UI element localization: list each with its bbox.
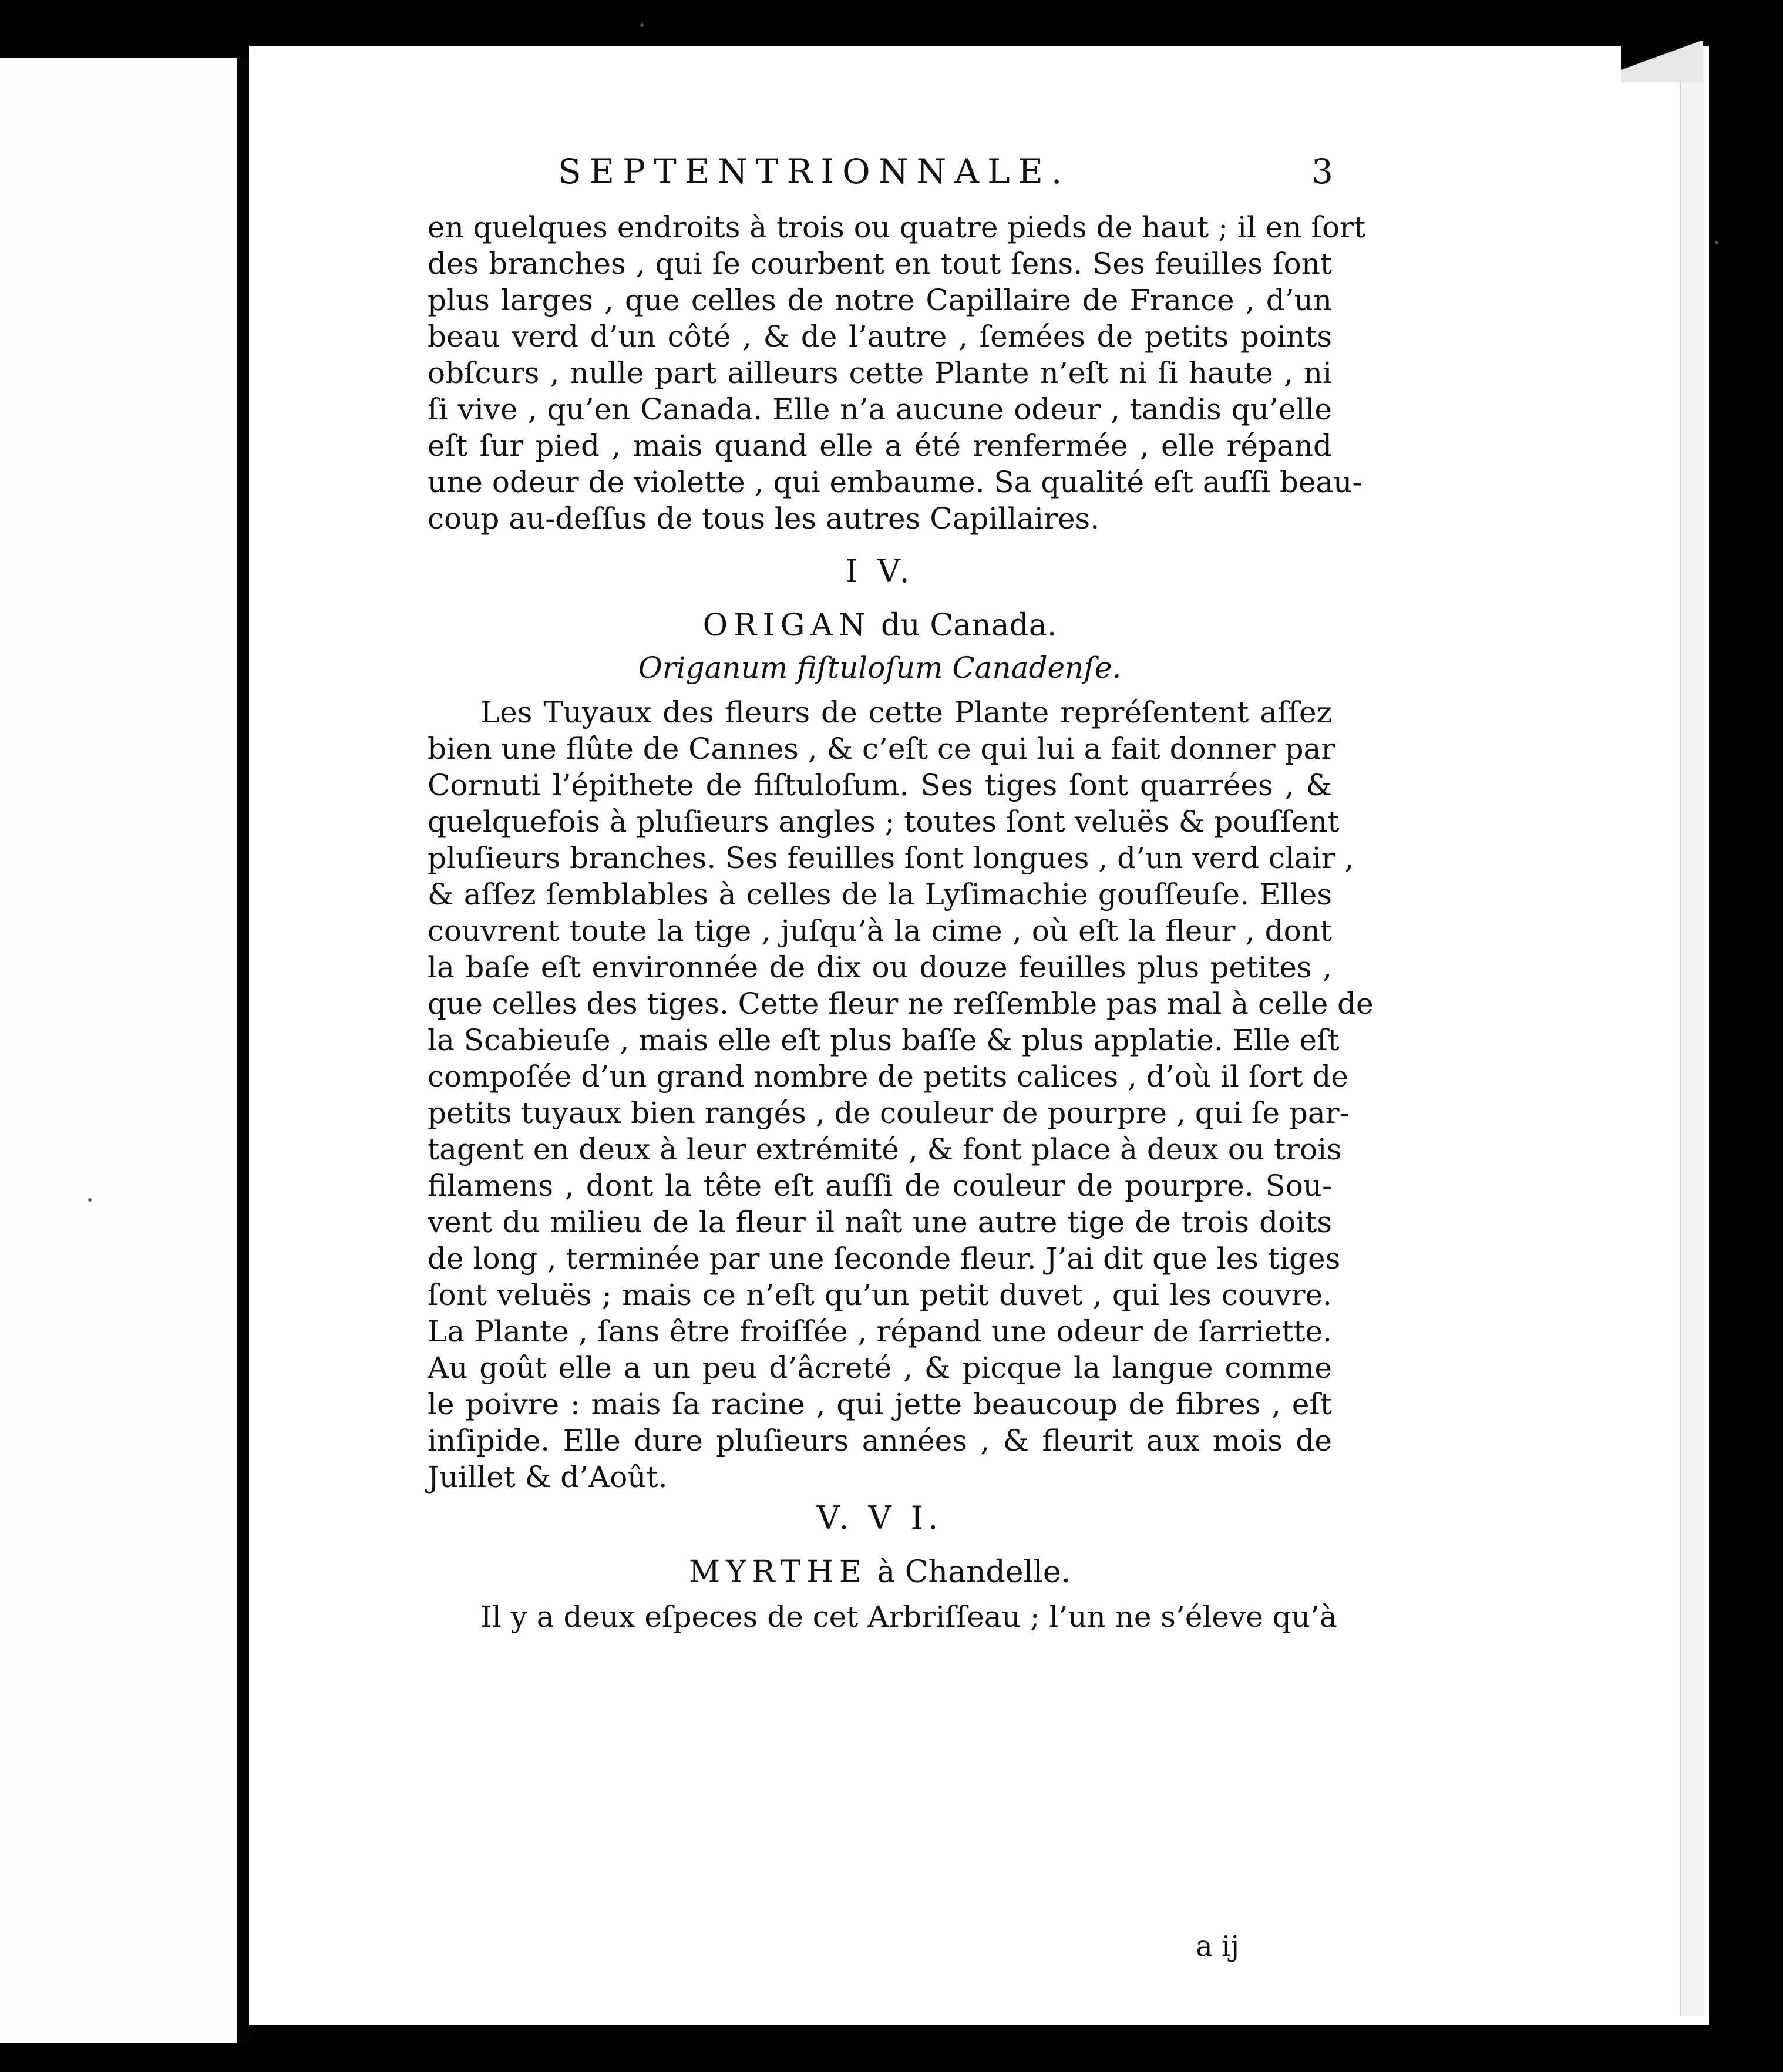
folded-corner: [1621, 41, 1703, 82]
text-line: vent du milieu de la fleur il naît une autre tige de trois doits: [428, 1205, 1332, 1239]
text-line: que celles des tiges. Cette fleur ne reſſemble pas mal à celle de: [428, 987, 1374, 1021]
text-line: eſt ſur pied , mais quand elle a été renfermée , elle répand: [428, 429, 1332, 463]
text-line: La Plante , ſans être froiſſée , répand une odeur de ſarriette.: [428, 1314, 1332, 1348]
scan-speck: [88, 1198, 92, 1202]
plant-heading-myrthe: [428, 1554, 1332, 1590]
text-line: filamens , dont la tête eſt auſſi de couleur de pourpre. Sou-: [428, 1169, 1332, 1203]
text-line: en quelques endroits à trois ou quatre pieds de haut ; il en ſort: [428, 210, 1366, 244]
text-line: Les Tuyaux des fleurs de cette Plante repréſentent aſſez: [480, 695, 1332, 729]
page-edge: [1680, 48, 1704, 2016]
scan-speck: [640, 23, 644, 27]
text-line: une odeur de violette , qui embaume. Sa qualité eſt auſſi beau-: [428, 465, 1363, 499]
left-page-blank: [0, 58, 242, 2043]
text-line: la baſe eſt environnée de dix ou douze feuilles plus petites ,: [428, 950, 1332, 984]
text-line: le poivre : mais ſa racine , qui jette beaucoup de fibres , eſt: [428, 1387, 1332, 1421]
text-line: couvrent toute la tige , juſqu’à la cime , où eſt la fleur , dont: [428, 914, 1332, 948]
text-line: bien une flûte de Cannes , & c’eſt ce qui lui a fait donner par: [428, 732, 1335, 766]
plant-name-caps: ORIGAN: [702, 608, 872, 643]
scan-speck: [1715, 241, 1718, 244]
page-number: 3: [1311, 152, 1333, 191]
signature-catchword: a ij: [1196, 1930, 1240, 1963]
text-line: coup au-deſſus de tous les autres Capillaires.: [428, 502, 1100, 536]
plant-name-rest: à Chandelle.: [867, 1555, 1071, 1590]
paragraph-myrthe: [428, 1599, 1337, 1635]
text-line: tagent en deux à leur extrémité , & font place à deux ou trois: [428, 1132, 1342, 1166]
text-line: la Scabieuſe , mais elle eſt plus baſſe & plus applatie. Elle eſt: [428, 1023, 1340, 1057]
text-line: pluſieurs branches. Ses feuilles ſont longues , d’un verd clair ,: [428, 841, 1354, 875]
paragraph-origan: [428, 694, 1374, 1495]
page-text: [428, 209, 1374, 1635]
text-line: obſcurs , nulle part ailleurs cette Plante n’eſt ni ſi haute , ni: [428, 356, 1332, 390]
text-line: beau verd d’un côté , & de l’autre , ſemées de petits points: [428, 319, 1332, 354]
text-line: Il y a deux eſpeces de cet Arbriſſeau ; l’un ne s’éleve qu’à: [480, 1600, 1337, 1634]
text-line: Cornuti l’épithete de fiſtuloſum. Ses tiges ſont quarrées , &: [428, 768, 1332, 802]
text-line: & aſſez ſemblables à celles de la Lyſimachie gouſſeuſe. Elles: [428, 877, 1332, 911]
plant-name-caps: MYRTHE: [688, 1555, 867, 1590]
plant-heading-origan: [428, 607, 1332, 644]
section-number-iv: I V.: [845, 553, 914, 590]
text-line: inſipide. Elle dure pluſieurs années , & fleurit aux mois de: [428, 1424, 1332, 1458]
text-line: compoſée d’un grand nombre de petits calices , d’où il ſort de: [428, 1059, 1348, 1094]
paragraph-capillaire: [428, 209, 1366, 537]
running-head: [558, 152, 1333, 191]
text-line: Juillet & d’Août.: [428, 1460, 668, 1494]
text-line: petits tuyaux bien rangés , de couleur de pourpre , qui ſe par-: [428, 1096, 1350, 1130]
text-line: de long , terminée par une ſeconde fleur. J’ai dit que les tiges: [428, 1242, 1341, 1276]
text-line: ſi vive , qu’en Canada. Elle n’a aucune odeur , tandis qu’elle: [428, 392, 1332, 426]
text-line: plus larges , que celles de notre Capillaire de France , d’un: [428, 283, 1332, 317]
latin-name: Origanum fiſtuloſum Canadenſe.: [638, 651, 1122, 685]
text-line: des branches , qui ſe courbent en tout ſens. Ses feuilles ſont: [428, 247, 1332, 281]
running-head-title: SEPTENTRIONNALE.: [558, 152, 1071, 191]
text-line: Au goût elle a un peu d’âcreté , & picque la langue comme: [428, 1351, 1332, 1385]
plant-name-rest: du Canada.: [871, 608, 1057, 643]
section-number-v-vi: V. V I.: [816, 1499, 943, 1536]
text-line: quelquefois à pluſieurs angles ; toutes ſont veluës & pouſſent: [428, 805, 1340, 839]
text-line: ſont veluës ; mais ce n’eſt qu’un petit duvet , qui les couvre.: [428, 1278, 1332, 1312]
